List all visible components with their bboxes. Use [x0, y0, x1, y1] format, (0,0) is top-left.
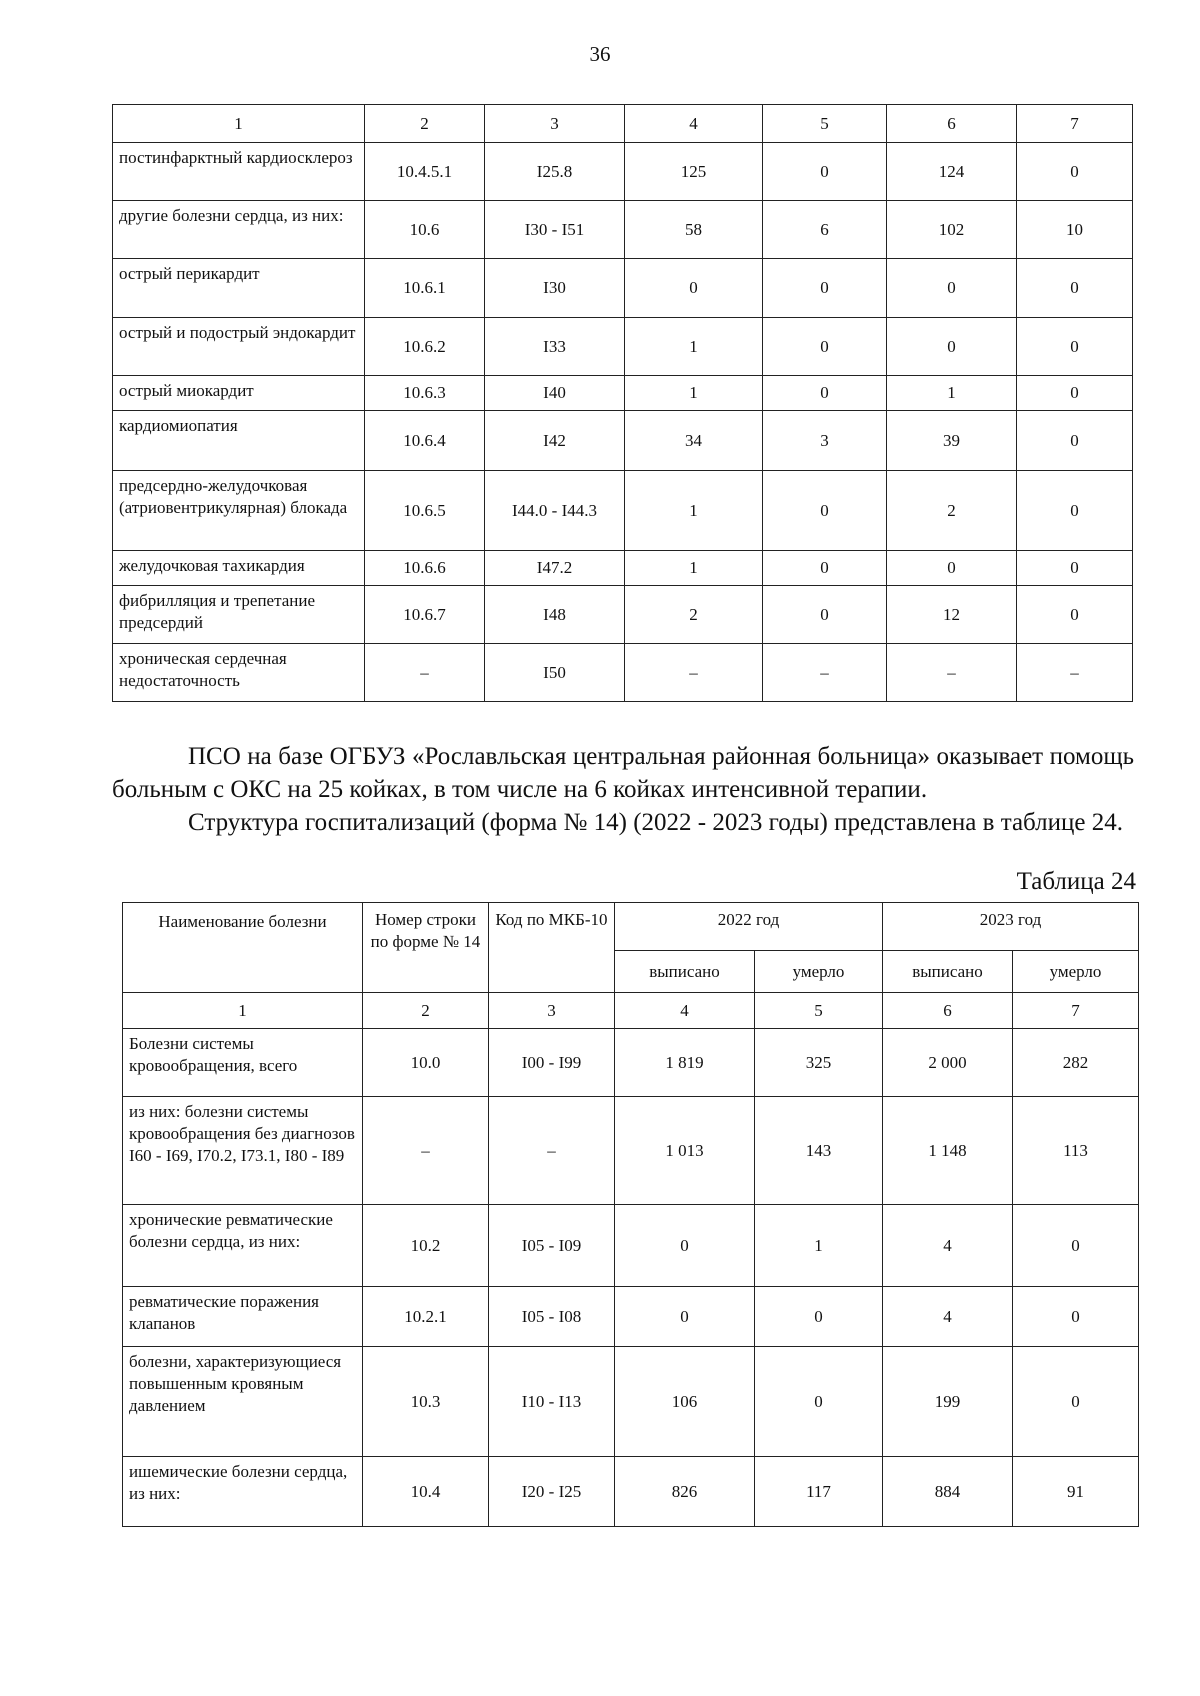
value-cell: – — [763, 644, 887, 702]
value-cell: 0 — [763, 259, 887, 318]
icd-code: I50 — [485, 644, 625, 702]
value-cell: 0 — [1017, 551, 1133, 586]
icd-code: I40 — [485, 376, 625, 411]
column-number: 6 — [883, 993, 1013, 1029]
value-cell: 39 — [887, 411, 1017, 471]
value-cell: 0 — [1017, 586, 1133, 644]
column-number: 3 — [489, 993, 615, 1029]
disease-name: кардиомиопатия — [113, 411, 365, 471]
value-cell: 0 — [887, 551, 1017, 586]
row-number: 10.3 — [363, 1347, 489, 1457]
value-cell: 106 — [615, 1347, 755, 1457]
value-cell: 1 — [625, 318, 763, 376]
value-cell: 4 — [883, 1205, 1013, 1287]
value-cell: 143 — [755, 1097, 883, 1205]
value-cell: 0 — [1013, 1347, 1139, 1457]
icd-code: I25.8 — [485, 143, 625, 201]
disease-name: хроническая сердечная недостаточность — [113, 644, 365, 702]
table-continuation — [112, 104, 1133, 702]
column-number: 5 — [763, 105, 887, 143]
column-number: 7 — [1013, 993, 1139, 1029]
row-number: 10.6.6 — [365, 551, 485, 586]
value-cell: 1 — [887, 376, 1017, 411]
table-row — [123, 1347, 1139, 1457]
column-number: 4 — [625, 105, 763, 143]
disease-name: острый перикардит — [113, 259, 365, 318]
row-number: 10.6.4 — [365, 411, 485, 471]
table-row — [113, 318, 1133, 376]
value-cell: 91 — [1013, 1457, 1139, 1527]
row-number: 10.2 — [363, 1205, 489, 1287]
table-row — [113, 259, 1133, 318]
header-died: умерло — [755, 951, 883, 993]
value-cell: 10 — [1017, 201, 1133, 259]
row-number: – — [365, 644, 485, 702]
icd-code: I30 — [485, 259, 625, 318]
table-row — [113, 471, 1133, 551]
value-cell: 0 — [1017, 143, 1133, 201]
value-cell: 124 — [887, 143, 1017, 201]
row-number: 10.6.1 — [365, 259, 485, 318]
value-cell: 1 013 — [615, 1097, 755, 1205]
disease-name: предсердно-желудочковая (атриовентрикулярная) блокада — [113, 471, 365, 551]
value-cell: 325 — [755, 1029, 883, 1097]
value-cell: 0 — [763, 143, 887, 201]
icd-code: I44.0 - I44.3 — [485, 471, 625, 551]
value-cell: 34 — [625, 411, 763, 471]
value-cell: 1 — [625, 471, 763, 551]
value-cell: 199 — [883, 1347, 1013, 1457]
value-cell: 0 — [763, 551, 887, 586]
value-cell: 117 — [755, 1457, 883, 1527]
disease-name: ишемические болезни сердца, из них: — [123, 1457, 363, 1527]
value-cell: 0 — [763, 471, 887, 551]
icd-code: I48 — [485, 586, 625, 644]
value-cell: 0 — [755, 1287, 883, 1347]
value-cell: 125 — [625, 143, 763, 201]
table-row — [113, 551, 1133, 586]
table-numbering-row — [123, 993, 1139, 1029]
table-caption: Таблица 24 — [1016, 868, 1136, 895]
icd-code: – — [489, 1097, 615, 1205]
disease-name: постинфарктный кардиосклероз — [113, 143, 365, 201]
value-cell: 102 — [887, 201, 1017, 259]
header-icd-code: Код по МКБ-10 — [489, 903, 615, 993]
disease-name: хронические ревматические болезни сердца, из них: — [123, 1205, 363, 1287]
row-number: 10.6 — [365, 201, 485, 259]
value-cell: 1 — [755, 1205, 883, 1287]
paragraph-structure: Структура госпитализаций (форма № 14) (2022 - 2023 годы) представлена в таблице 24. — [188, 809, 1123, 836]
disease-name: острый миокардит — [113, 376, 365, 411]
header-discharged: выписано — [883, 951, 1013, 993]
table-row — [123, 1287, 1139, 1347]
disease-name: фибрилляция и трепетание предсердий — [113, 586, 365, 644]
header-discharged: выписано — [615, 951, 755, 993]
disease-name: ревматические поражения клапанов — [123, 1287, 363, 1347]
column-number: 2 — [365, 105, 485, 143]
value-cell: 0 — [1017, 318, 1133, 376]
value-cell: 0 — [763, 586, 887, 644]
disease-name: Болезни системы кровообращения, всего — [123, 1029, 363, 1097]
column-number: 7 — [1017, 105, 1133, 143]
value-cell: 0 — [763, 318, 887, 376]
value-cell: 0 — [615, 1287, 755, 1347]
icd-code: I05 - I08 — [489, 1287, 615, 1347]
column-number: 2 — [363, 993, 489, 1029]
icd-code: I00 - I99 — [489, 1029, 615, 1097]
row-number: 10.0 — [363, 1029, 489, 1097]
column-number: 6 — [887, 105, 1017, 143]
value-cell: 0 — [887, 318, 1017, 376]
icd-code: I10 - I13 — [489, 1347, 615, 1457]
value-cell: 6 — [763, 201, 887, 259]
value-cell: 884 — [883, 1457, 1013, 1527]
table-row — [113, 376, 1133, 411]
value-cell: 0 — [1017, 376, 1133, 411]
header-row-number: Номер строки по форме № 14 — [363, 903, 489, 993]
value-cell: 12 — [887, 586, 1017, 644]
column-number: 3 — [485, 105, 625, 143]
row-number: – — [363, 1097, 489, 1205]
table-row — [123, 1205, 1139, 1287]
icd-code: I47.2 — [485, 551, 625, 586]
value-cell: 0 — [615, 1205, 755, 1287]
column-number: 1 — [123, 993, 363, 1029]
value-cell: 1 — [625, 376, 763, 411]
column-number: 4 — [615, 993, 755, 1029]
row-number: 10.6.2 — [365, 318, 485, 376]
value-cell: 1 148 — [883, 1097, 1013, 1205]
value-cell: 0 — [1017, 411, 1133, 471]
table-row — [123, 1029, 1139, 1097]
row-number: 10.6.7 — [365, 586, 485, 644]
value-cell: 0 — [1013, 1205, 1139, 1287]
value-cell: 0 — [1013, 1287, 1139, 1347]
value-cell: 0 — [887, 259, 1017, 318]
table-24 — [122, 902, 1139, 1527]
disease-name: другие болезни сердца, из них: — [113, 201, 365, 259]
table-row — [123, 1457, 1139, 1527]
disease-name: острый и подострый эндокардит — [113, 318, 365, 376]
table-row — [113, 201, 1133, 259]
value-cell: – — [887, 644, 1017, 702]
value-cell: 0 — [1017, 471, 1133, 551]
value-cell: 0 — [1017, 259, 1133, 318]
disease-name: болезни, характеризующиеся повышенным кровяным давлением — [123, 1347, 363, 1457]
table-header-row — [123, 903, 1139, 951]
value-cell: 3 — [763, 411, 887, 471]
column-number: 1 — [113, 105, 365, 143]
row-number: 10.6.5 — [365, 471, 485, 551]
icd-code: I05 - I09 — [489, 1205, 615, 1287]
table-row — [113, 143, 1133, 201]
header-died: умерло — [1013, 951, 1139, 993]
page-number: 36 — [589, 42, 611, 66]
row-number: 10.4.5.1 — [365, 143, 485, 201]
header-year-2022: 2022 год — [615, 903, 883, 951]
value-cell: 0 — [763, 376, 887, 411]
value-cell: 4 — [883, 1287, 1013, 1347]
header-disease-name: Наименование болезни — [123, 903, 363, 993]
value-cell: 1 819 — [615, 1029, 755, 1097]
value-cell: 2 — [625, 586, 763, 644]
table-row — [123, 1097, 1139, 1205]
table-row — [113, 644, 1133, 702]
value-cell: 0 — [755, 1347, 883, 1457]
value-cell: – — [1017, 644, 1133, 702]
value-cell: – — [625, 644, 763, 702]
disease-name: из них: болезни системы кровообращения без диагнозов I60 - I69, I70.2, I73.1, I80 - I89 — [123, 1097, 363, 1205]
header-year-2023: 2023 год — [883, 903, 1139, 951]
paragraph-pso: ПСО на базе ОГБУЗ «Рославльская центральная районная больница» оказывает помощь больным с ОКС на 25 койках, в том числе на 6 койках интенсивной терапии. — [112, 743, 1134, 803]
value-cell: 282 — [1013, 1029, 1139, 1097]
value-cell: 2 — [887, 471, 1017, 551]
value-cell: 826 — [615, 1457, 755, 1527]
table-header-row — [113, 105, 1133, 143]
row-number: 10.2.1 — [363, 1287, 489, 1347]
row-number: 10.4 — [363, 1457, 489, 1527]
column-number: 5 — [755, 993, 883, 1029]
icd-code: I33 — [485, 318, 625, 376]
value-cell: 113 — [1013, 1097, 1139, 1205]
disease-name: желудочковая тахикардия — [113, 551, 365, 586]
value-cell: 58 — [625, 201, 763, 259]
icd-code: I30 - I51 — [485, 201, 625, 259]
icd-code: I20 - I25 — [489, 1457, 615, 1527]
value-cell: 0 — [625, 259, 763, 318]
table-row — [113, 411, 1133, 471]
value-cell: 2 000 — [883, 1029, 1013, 1097]
table-row — [113, 586, 1133, 644]
row-number: 10.6.3 — [365, 376, 485, 411]
icd-code: I42 — [485, 411, 625, 471]
value-cell: 1 — [625, 551, 763, 586]
